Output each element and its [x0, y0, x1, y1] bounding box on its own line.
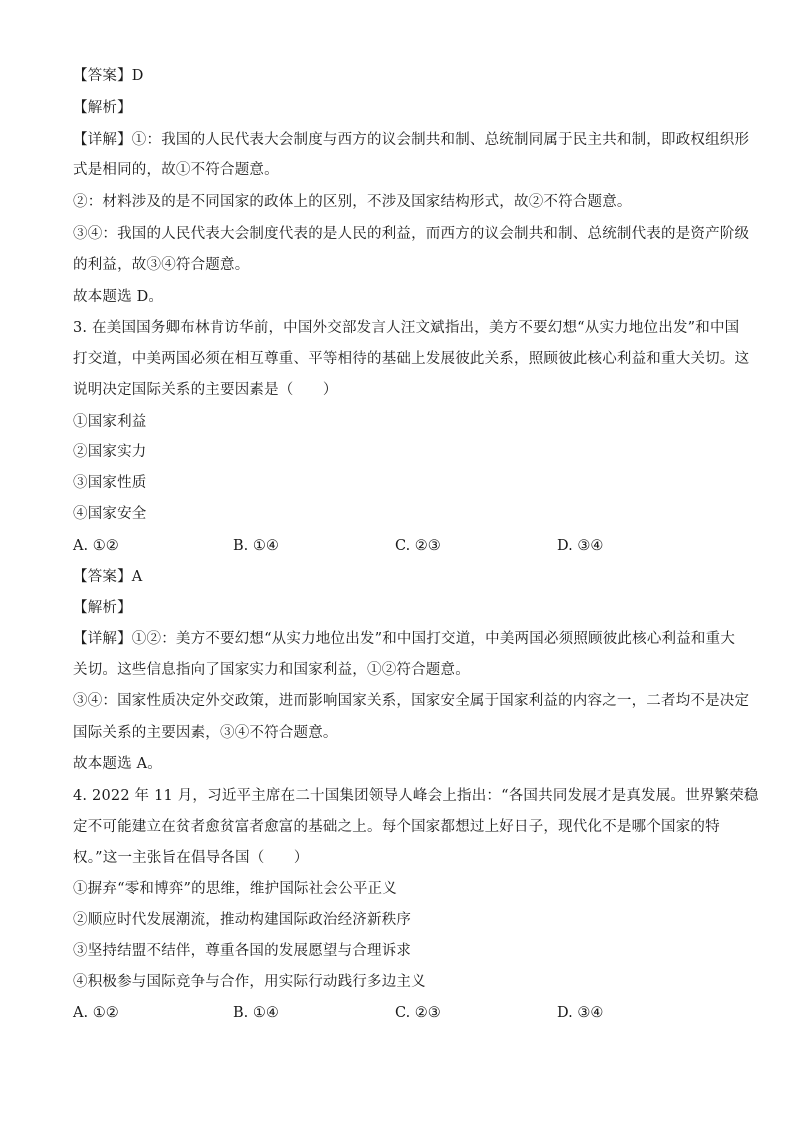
- q3-item-2: ②国家实力: [73, 444, 147, 460]
- q3-item-1: ①国家利益: [73, 414, 147, 430]
- q4-stem-line: 4. 2022 年 11 月，习近平主席在二十国集团领导人峰会上指出：“各国共同发展才是真发展。世界繁荣稳: [73, 788, 759, 804]
- q4-item-4: ④积极参与国际竞争与合作，用实际行动践行多边主义: [73, 974, 426, 990]
- q3-option-c: C. ②③: [395, 538, 441, 554]
- q3-detail-line: 国际关系的主要因素，③④不符合题意。: [73, 725, 338, 741]
- q2-detail-line: ②：材料涉及的是不同国家的政体上的区别，不涉及国家结构形式，故②不符合题意。: [73, 194, 632, 210]
- q2-detail-line: 的利益，故③④符合题意。: [73, 257, 250, 273]
- q3-conclusion: 故本题选 A。: [73, 756, 162, 772]
- q2-detail-line: ③④：我国的人民代表大会制度代表的是人民的利益，而西方的议会制共和制、总统制代表的是资产阶级: [73, 226, 750, 242]
- q4-option-c: C. ②③: [395, 1005, 441, 1021]
- q4-option-a: A. ①②: [73, 1005, 119, 1021]
- q4-item-1: ①摒弃“零和博弈”的思维，维护国际社会公平正义: [73, 881, 397, 897]
- q4-option-b: B. ①④: [233, 1005, 279, 1021]
- q4-option-d: D. ③④: [557, 1005, 604, 1021]
- q3-analysis-heading: 【解析】: [73, 600, 132, 616]
- q3-option-b: B. ①④: [233, 538, 279, 554]
- q2-detail-line: 式是相同的，故①不符合题意。: [73, 162, 279, 178]
- q3-stem-line: 3. 在美国国务卿布林肯访华前，中国外交部发言人汪文斌指出，美方不要幻想“从实力地位出发”和中国: [73, 320, 740, 336]
- q2-analysis-heading: 【解析】: [73, 100, 132, 116]
- q4-stem-line: 定不可能建立在贫者愈贫富者愈富的基础之上。每个国家都想过上好日子，现代化不是哪个国家的特: [73, 819, 720, 835]
- q3-stem-line: 说明决定国际关系的主要因素是（ ）: [73, 382, 338, 398]
- q3-option-a: A. ①②: [73, 538, 119, 554]
- q3-item-3: ③国家性质: [73, 475, 147, 491]
- q3-detail-line: 【详解】①②：美方不要幻想“从实力地位出发”和中国打交道，中美两国必须照顾彼此核心利益和重大: [73, 631, 736, 647]
- q3-item-4: ④国家安全: [73, 506, 147, 522]
- q2-answer: 【答案】D: [73, 68, 144, 84]
- q4-item-3: ③坚持结盟不结伴，尊重各国的发展愿望与合理诉求: [73, 943, 412, 959]
- q4-stem-line: 权。”这一主张旨在倡导各国（ ）: [73, 850, 309, 866]
- q3-answer: 【答案】A: [73, 569, 143, 585]
- q3-detail-line: ③④：国家性质决定外交政策，进而影响国家关系，国家安全属于国家利益的内容之一，二者均不是决定: [73, 693, 750, 709]
- q3-option-d: D. ③④: [557, 538, 604, 554]
- q3-detail-line: 关切。这些信息指向了国家实力和国家利益，①②符合题意。: [73, 662, 470, 678]
- q2-conclusion: 故本题选 D。: [73, 289, 164, 305]
- q3-stem-line: 打交道，中美两国必须在相互尊重、平等相待的基础上发展彼此关系，照顾彼此核心利益和重大关切。这: [73, 351, 750, 367]
- q2-detail-line: 【详解】①：我国的人民代表大会制度与西方的议会制共和制、总统制同属于民主共和制，即政权组织形: [73, 132, 750, 148]
- q4-item-2: ②顺应时代发展潮流，推动构建国际政治经济新秩序: [73, 912, 412, 928]
